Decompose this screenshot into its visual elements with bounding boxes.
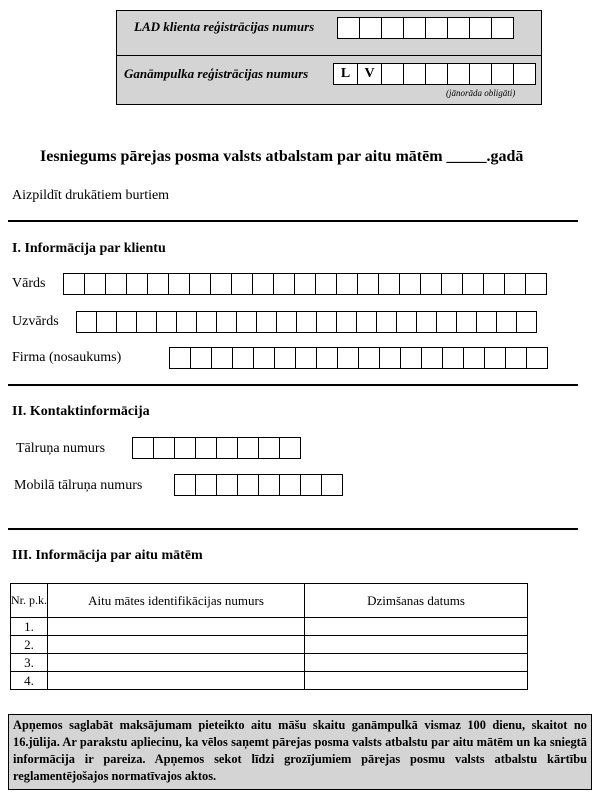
phone-cell[interactable] (279, 437, 301, 459)
company-field[interactable] (169, 347, 548, 369)
mobile-cell[interactable] (300, 474, 322, 496)
surname-cell[interactable] (76, 311, 97, 333)
surname-cell[interactable] (436, 311, 457, 333)
lad-number-cell[interactable] (337, 17, 360, 39)
phone-cell[interactable] (258, 437, 280, 459)
herd-number-cell[interactable] (447, 63, 470, 85)
company-cell[interactable] (442, 347, 464, 369)
name-cell[interactable] (294, 273, 316, 295)
surname-cell[interactable] (176, 311, 197, 333)
mobile-label: Mobilā tālruņa numurs (14, 478, 143, 493)
name-label: Vārds (12, 276, 46, 291)
row-number: 4. (11, 672, 48, 690)
mobile-cell[interactable] (174, 474, 196, 496)
name-cell[interactable] (189, 273, 211, 295)
lad-number-field[interactable] (337, 17, 514, 39)
herd-number-cell[interactable] (491, 63, 514, 85)
section-2-heading: II. Kontaktinformācija (12, 404, 150, 419)
ewe-id-cell[interactable] (48, 636, 305, 654)
company-cell[interactable] (316, 347, 338, 369)
name-cell[interactable] (483, 273, 505, 295)
lad-number-cell[interactable] (469, 17, 492, 39)
surname-field[interactable] (76, 311, 537, 333)
birth-date-cell[interactable] (305, 654, 528, 672)
lad-number-cell[interactable] (491, 17, 514, 39)
mobile-cell[interactable] (258, 474, 280, 496)
name-cell[interactable] (378, 273, 400, 295)
section-divider (8, 384, 578, 386)
herd-number-cell: V (357, 63, 382, 85)
phone-cell[interactable] (216, 437, 238, 459)
company-cell[interactable] (337, 347, 359, 369)
surname-cell[interactable] (156, 311, 177, 333)
herd-number-cell: L (333, 63, 358, 85)
surname-cell[interactable] (296, 311, 317, 333)
surname-cell[interactable] (276, 311, 297, 333)
name-cell[interactable] (63, 273, 85, 295)
name-cell[interactable] (147, 273, 169, 295)
name-cell[interactable] (336, 273, 358, 295)
herd-number-cell[interactable] (403, 63, 426, 85)
name-cell[interactable] (126, 273, 148, 295)
company-cell[interactable] (421, 347, 443, 369)
lad-number-cell[interactable] (447, 17, 470, 39)
name-cell[interactable] (273, 273, 295, 295)
mobile-cell[interactable] (237, 474, 259, 496)
surname-cell[interactable] (196, 311, 217, 333)
company-cell[interactable] (274, 347, 296, 369)
ewes-table (10, 583, 528, 690)
phone-cell[interactable] (174, 437, 196, 459)
company-cell[interactable] (190, 347, 212, 369)
ewe-id-cell[interactable] (48, 672, 305, 690)
lad-number-cell[interactable] (403, 17, 426, 39)
mobile-cell[interactable] (321, 474, 343, 496)
company-cell[interactable] (379, 347, 401, 369)
mobile-field[interactable] (174, 474, 343, 496)
surname-cell[interactable] (496, 311, 517, 333)
surname-cell[interactable] (516, 311, 537, 333)
table-row (11, 618, 528, 636)
phone-field[interactable] (132, 437, 301, 459)
name-cell[interactable] (315, 273, 337, 295)
registration-box-divider (116, 55, 542, 56)
name-cell[interactable] (462, 273, 484, 295)
birth-date-cell[interactable] (305, 636, 528, 654)
section-divider (8, 220, 578, 222)
mobile-cell[interactable] (216, 474, 238, 496)
ewe-id-cell[interactable] (48, 654, 305, 672)
surname-cell[interactable] (256, 311, 277, 333)
column-header-date: Dzimšanas datums (305, 584, 528, 618)
lad-number-cell[interactable] (359, 17, 382, 39)
lad-number-label: LAD klienta reģistrācijas numurs (134, 19, 315, 34)
name-cell[interactable] (210, 273, 232, 295)
phone-cell[interactable] (153, 437, 175, 459)
name-cell[interactable] (441, 273, 463, 295)
name-cell[interactable] (168, 273, 190, 295)
herd-number-cell[interactable] (513, 63, 536, 85)
herd-number-cell[interactable] (425, 63, 448, 85)
row-number: 3. (11, 654, 48, 672)
name-field[interactable] (63, 273, 547, 295)
instruction-text: Aizpildīt drukātiem burtiem (12, 188, 170, 203)
row-number: 2. (11, 636, 48, 654)
name-cell[interactable] (525, 273, 547, 295)
company-cell[interactable] (169, 347, 191, 369)
surname-cell[interactable] (476, 311, 497, 333)
mobile-cell[interactable] (195, 474, 217, 496)
company-cell[interactable] (253, 347, 275, 369)
surname-cell[interactable] (336, 311, 357, 333)
surname-cell[interactable] (356, 311, 377, 333)
section-3-heading: III. Informācija par aitu mātēm (12, 548, 203, 563)
company-cell[interactable] (484, 347, 506, 369)
herd-number-field[interactable] (333, 63, 536, 85)
surname-cell[interactable] (456, 311, 477, 333)
company-cell[interactable] (463, 347, 485, 369)
surname-cell[interactable] (396, 311, 417, 333)
herd-number-label: Ganāmpulka reģistrācijas numurs (124, 66, 309, 81)
company-cell[interactable] (505, 347, 527, 369)
company-cell[interactable] (358, 347, 380, 369)
surname-cell[interactable] (136, 311, 157, 333)
lad-number-cell[interactable] (381, 17, 404, 39)
phone-label: Tālruņa numurs (16, 441, 106, 456)
name-cell[interactable] (504, 273, 526, 295)
birth-date-cell[interactable] (305, 618, 528, 636)
birth-date-cell[interactable] (305, 672, 528, 690)
name-cell[interactable] (231, 273, 253, 295)
surname-cell[interactable] (116, 311, 137, 333)
name-cell[interactable] (84, 273, 106, 295)
phone-cell[interactable] (237, 437, 259, 459)
surname-cell[interactable] (96, 311, 117, 333)
company-cell[interactable] (295, 347, 317, 369)
page-title: Iesniegums pārejas posma valsts atbalstam par aitu mātēm _____.gadā (40, 148, 524, 165)
surname-cell[interactable] (376, 311, 397, 333)
phone-cell[interactable] (132, 437, 154, 459)
mobile-cell[interactable] (279, 474, 301, 496)
surname-cell[interactable] (236, 311, 257, 333)
herd-number-cell[interactable] (381, 63, 404, 85)
company-cell[interactable] (400, 347, 422, 369)
surname-label: Uzvārds (12, 314, 59, 329)
name-cell[interactable] (399, 273, 421, 295)
column-header-nr: Nr. p.k. (11, 584, 48, 618)
row-number: 1. (11, 618, 48, 636)
phone-cell[interactable] (195, 437, 217, 459)
table-row (11, 672, 528, 690)
table-row (11, 636, 528, 654)
section-1-heading: I. Informācija par klientu (12, 241, 166, 256)
section-divider (8, 528, 578, 530)
name-cell[interactable] (105, 273, 127, 295)
surname-cell[interactable] (216, 311, 237, 333)
herd-number-note: (jānorāda obligāti) (446, 88, 516, 98)
table-row (11, 654, 528, 672)
surname-cell[interactable] (416, 311, 437, 333)
table-header-row (11, 584, 528, 618)
name-cell[interactable] (420, 273, 442, 295)
surname-cell[interactable] (316, 311, 337, 333)
company-cell[interactable] (232, 347, 254, 369)
declaration-box: Apņemos saglabāt maksājumam pieteikto aitu māšu skaitu ganāmpulkā vismaz 100 dienu, skaitot no 16.jūlija. Ar parakstu apliecinu, ka vēlos saņemt pārejas posma valsts atbalstu par aitu mātēm un ka sniegtā informācija ir pareiza. Apņemos sekot līdzi grozījumiem pārejas posmu valsts atbalstu kārtību reglamentējošajos normatīvajos aktos. (8, 714, 592, 790)
company-cell[interactable] (211, 347, 233, 369)
company-label: Firma (nosaukums) (12, 350, 122, 365)
name-cell[interactable] (357, 273, 379, 295)
herd-number-cell[interactable] (469, 63, 492, 85)
column-header-id: Aitu mātes identifikācijas numurs (48, 584, 305, 618)
name-cell[interactable] (252, 273, 274, 295)
company-cell[interactable] (526, 347, 548, 369)
ewe-id-cell[interactable] (48, 618, 305, 636)
lad-number-cell[interactable] (425, 17, 448, 39)
